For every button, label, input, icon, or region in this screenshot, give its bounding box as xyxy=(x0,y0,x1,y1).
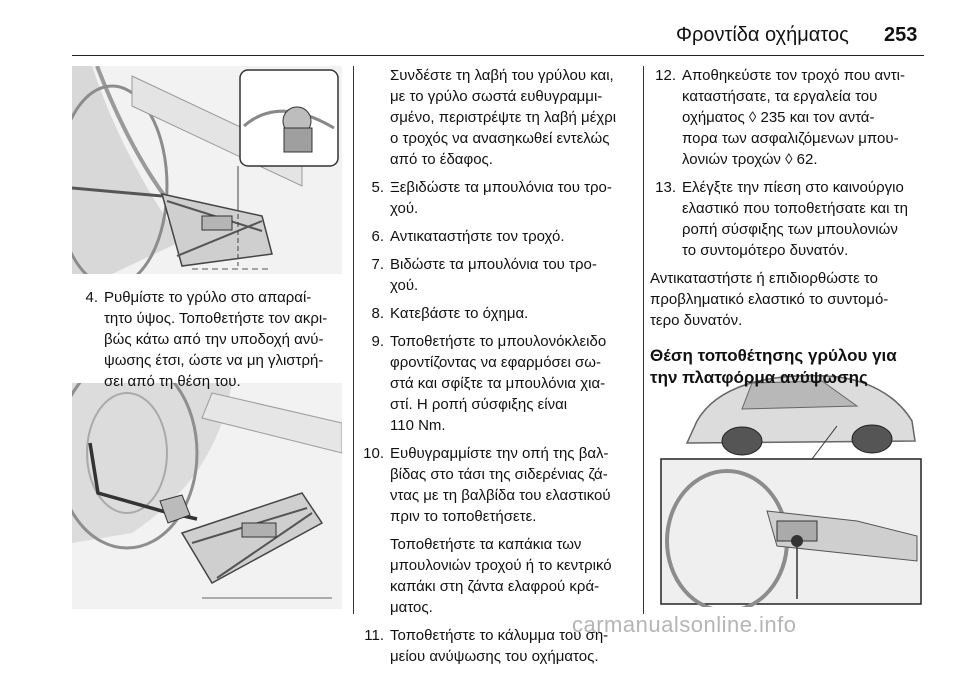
step-9: 9. Τοποθετήστε το μπουλονόκλειδο φροντίζοντας να εφαρμόσει σω- στά και σφίξτε τα μπουλόνια χια- στί. Η ροπή σύσφιξης είναι 110 Nm. xyxy=(371,333,607,434)
column-divider-right xyxy=(643,66,644,614)
step-12: 12. Αποθηκεύστε τον τροχό που αντι- καταστήσατε, τα εργαλεία του οχήματος ◊ 235 και τον αντά- πορα των ασφαλιζόμενων μπου- λονιών τροχών ◊ 62. xyxy=(655,67,905,168)
step-6: 6. Αντικαταστήστε τον τροχό. xyxy=(371,228,565,245)
figure-jack-location xyxy=(657,361,925,607)
running-header-title: Φροντίδα οχήματος xyxy=(676,24,849,46)
watermark: carmanualsonline.info xyxy=(572,612,797,637)
jack-handle-illustration xyxy=(72,383,342,609)
step-4 xyxy=(72,287,347,392)
replace-tyre-paragraph: Αντικαταστήστε ή επιδιορθώστε το προβληματικό ελαστικό το συντομό- τερο δυνατόν. xyxy=(650,270,889,329)
step-10: 10. Ευθυγραμμίστε την οπή της βαλ- βίδας στο τάσι της σιδερένιας ζά- ντας με τη βαλβίδα του ελαστικού πριν το τοποθετήσετε. Τοποθετήστε τα καπάκια των μπουλονιών τροχού ή το κεντρικό καπάκι στη ζάντα ελαφρού κρά- ματος. xyxy=(363,445,612,616)
figure-jack-positioning xyxy=(72,66,342,274)
step-11: 11. Τοποθετήστε το κάλυμμα του ση- μείου ανύψωσης του οχήματος. xyxy=(364,627,609,665)
page-number: 253 xyxy=(884,24,918,46)
step-number: 4. xyxy=(85,289,98,306)
step-text: Ρυθμίστε το γρύλο στο απαραί- τητο ύψος. Τοποθετήστε τον ακρι- βώς κάτω από την υποδοχή ανύ- ψωσης έτσι, ώστε να μη γλιστρή- σει από τη θέση του. xyxy=(104,289,328,390)
step-7: 7. Βιδώστε τα μπουλόνια του τρο- χού. xyxy=(371,256,597,294)
section-heading: Θέση τοποθέτησης γρύλου για την πλατφόρμα ανύψωσης xyxy=(650,346,897,387)
jack-positioning-illustration xyxy=(72,66,342,274)
step-8: 8. Κατεβάστε το όχημα. xyxy=(371,305,529,322)
middle-column xyxy=(358,65,638,674)
jack-location-illustration xyxy=(657,361,925,607)
column-divider-left xyxy=(353,66,354,614)
figure-jack-handle xyxy=(72,383,342,609)
right-column xyxy=(650,65,930,389)
step-4-continuation xyxy=(358,65,638,170)
step-5: 5. Ξεβιδώστε τα μπουλόνια του τρο- χού. xyxy=(371,179,612,217)
step-text: Συνδέστε τη λαβή του γρύλου και, με το γρύλο σωστά ευθυγραμμι- σμένο, περιστρέψτε τη λαβή μέχρι ο τροχός να ανασηκωθεί εντελώς από το έδαφος. xyxy=(390,67,617,168)
left-column xyxy=(72,287,347,399)
step-13: 13. Ελέγξτε την πίεση στο καινούργιο ελαστικό που τοποθετήσατε και τη ροπή σύσφιξης των μπουλονιών το συντομότερο δυνατόν. xyxy=(655,179,908,259)
header-rule xyxy=(72,55,924,56)
